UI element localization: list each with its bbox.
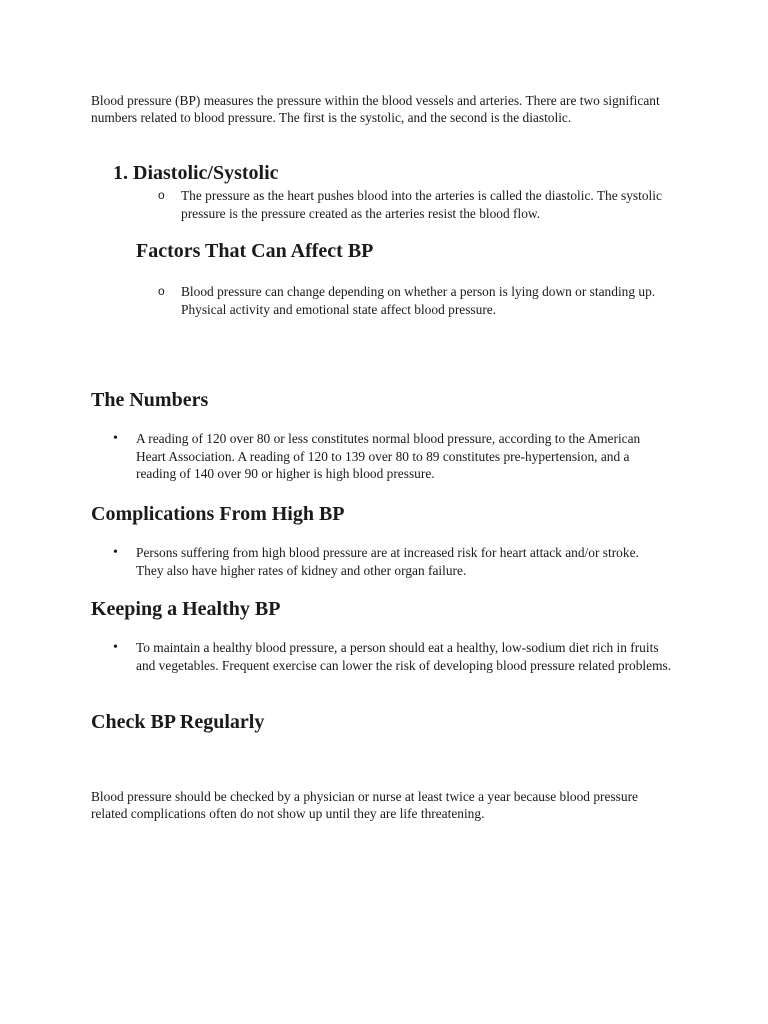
disc-bullet-icon: • — [113, 431, 118, 446]
disc-bullet-icon: • — [113, 640, 118, 655]
intro-paragraph: Blood pressure (BP) measures the pressure within the blood vessels and arteries. There are two significant numbers related to blood pressure. The first is the systolic, and the second is the diastolic. — [91, 93, 660, 125]
factors-bullet-text: Blood pressure can change depending on whether a person is lying down or standing up. Physical activity and emotional state affect blood pressure. — [181, 284, 656, 317]
check-heading: Check BP Regularly — [91, 711, 265, 733]
disc-bullet-icon: • — [113, 545, 118, 560]
circle-bullet-icon: o — [158, 188, 165, 202]
circle-bullet-icon: o — [158, 284, 165, 298]
healthy-bullet-text: To maintain a healthy blood pressure, a person should eat a healthy, low-sodium diet rich in fruits and vegetables. Frequent exercise can lower the risk of developing blood pressure related problems. — [136, 640, 672, 673]
complications-bullet-text: Persons suffering from high blood pressure are at increased risk for heart attack and/or stroke. They also have higher rates of kidney and other organ failure. — [136, 545, 639, 578]
healthy-heading: Keeping a Healthy BP — [91, 598, 281, 620]
section-1-number: 1. — [113, 162, 128, 184]
factors-heading: Factors That Can Affect BP — [136, 240, 374, 262]
check-paragraph: Blood pressure should be checked by a physician or nurse at least twice a year because blood pressure related complications often do not show up until they are life threatening. — [91, 789, 638, 821]
section-1-title: Diastolic/Systolic — [133, 162, 279, 184]
section-1-bullet-text: The pressure as the heart pushes blood into the arteries is called the diastolic. The systolic pressure is the pressure created as the arteries resist the blood flow. — [181, 188, 662, 221]
complications-heading: Complications From High BP — [91, 503, 345, 525]
numbers-bullet-text: A reading of 120 over 80 or less constitutes normal blood pressure, according to the American Heart Association. A reading of 120 to 139 over 80 to 89 constitutes pre-hypertension, and a reading of 140 over 90 or higher is high blood pressure. — [136, 431, 641, 481]
numbers-heading: The Numbers — [91, 389, 209, 411]
section-1-heading — [113, 161, 279, 185]
